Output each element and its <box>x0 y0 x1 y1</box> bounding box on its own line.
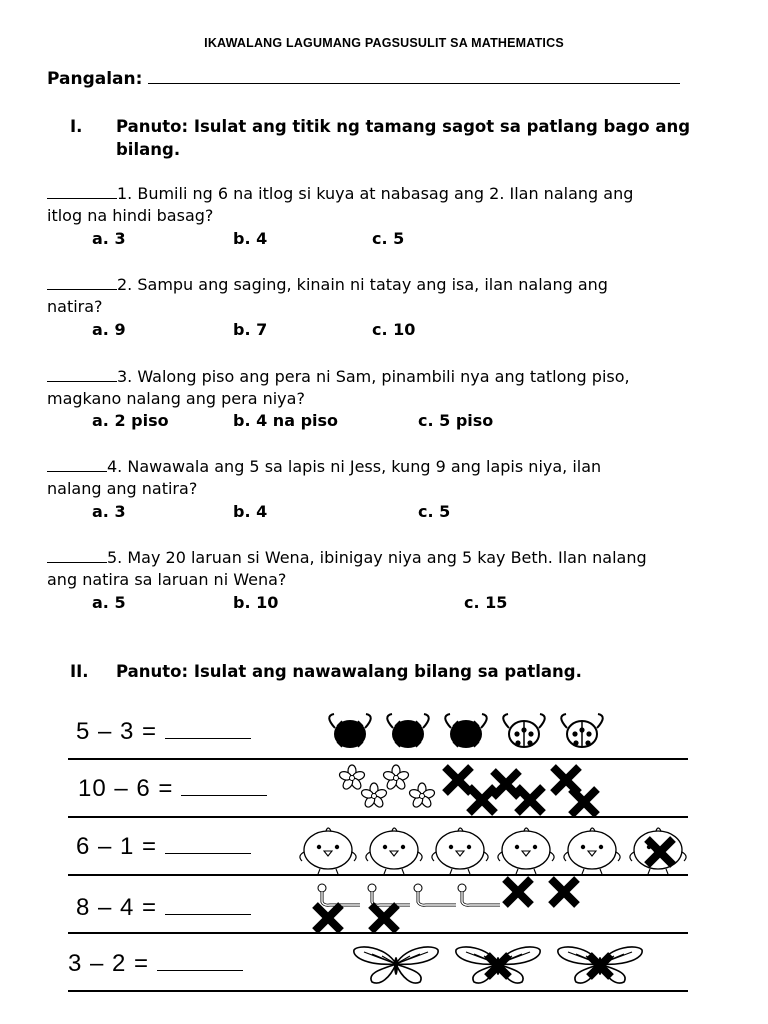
butterfly-picture-group <box>350 942 650 988</box>
part2-direction <box>70 660 710 684</box>
worm-icon <box>371 905 397 931</box>
flower-icon <box>338 765 365 791</box>
question-text: 3. Walong piso ang pera ni Sam, pinambili nya ang tatlong piso, <box>117 367 630 386</box>
choice-a: a. 3 <box>92 229 126 248</box>
equation-expression: 3 – 2 = <box>68 950 150 977</box>
question-4 <box>47 456 727 500</box>
question-3 <box>47 366 727 410</box>
worm-icon <box>315 905 341 931</box>
name-field <box>47 68 680 89</box>
row-divider <box>68 874 688 876</box>
part1-direction-text: Panuto: Isulat ang titik ng tamang sagot sa patlang bago ang bilang. <box>116 117 691 159</box>
question-text: natira? <box>47 297 103 316</box>
equation-5 <box>68 948 243 978</box>
equation-answer-blank[interactable] <box>165 716 251 739</box>
equation-4 <box>76 892 251 922</box>
chick-icon <box>564 828 620 874</box>
answer-blank-1[interactable] <box>47 183 117 199</box>
question-text: magkano nalang ang pera niya? <box>47 389 305 408</box>
choice-a: a. 9 <box>92 320 126 339</box>
row-divider <box>68 816 688 818</box>
choice-b: b. 4 na piso <box>233 411 339 430</box>
equation-expression: 8 – 4 = <box>76 894 158 921</box>
equation-expression: 10 – 6 = <box>78 775 174 802</box>
equation-3 <box>76 831 251 861</box>
worm-icon <box>318 884 360 905</box>
question-text: nalang ang natira? <box>47 479 198 498</box>
choice-b: b. 4 <box>233 229 268 248</box>
choice-a: a. 2 piso <box>92 411 169 430</box>
chick-icon <box>432 828 488 874</box>
question-2 <box>47 274 727 318</box>
part1-direction <box>70 115 710 163</box>
cross-mark-icon <box>517 787 543 813</box>
choice-a: a. 5 <box>92 593 126 612</box>
flower-icon <box>493 771 519 797</box>
flower-icon <box>469 787 495 813</box>
equation-answer-blank[interactable] <box>165 831 251 854</box>
part2-direction-text: Panuto: Isulat ang nawawalang bilang sa patlang. <box>116 662 582 681</box>
page-title: IKAWALANG LAGUMANG PAGSUSULIT SA MATHEMATICS <box>204 36 564 50</box>
chick-icon <box>300 828 356 874</box>
choice-c: c. 5 <box>372 229 405 248</box>
flower-icon <box>517 787 543 813</box>
worm-icon <box>458 884 500 905</box>
cross-mark-icon <box>493 771 519 797</box>
answer-blank-2[interactable] <box>47 274 117 290</box>
flower-icon <box>382 765 409 791</box>
row-divider <box>68 932 688 934</box>
answer-blank-4[interactable] <box>47 456 107 472</box>
name-blank[interactable] <box>148 68 680 84</box>
question-1 <box>47 183 727 227</box>
question-5 <box>47 547 727 591</box>
choice-c: c. 10 <box>372 320 416 339</box>
choice-b: b. 7 <box>233 320 268 339</box>
choice-c: c. 5 <box>418 502 451 521</box>
chick-icon <box>366 828 422 874</box>
worm-icon <box>368 884 410 905</box>
flower-icon <box>571 789 597 815</box>
worm-picture-group <box>308 878 598 932</box>
choice-a: a. 3 <box>92 502 126 521</box>
part1-number: I. <box>70 117 83 136</box>
row-divider <box>68 990 688 992</box>
question-text: itlog na hindi basag? <box>47 206 214 225</box>
answer-blank-5[interactable] <box>47 547 107 563</box>
choice-b: b. 4 <box>233 502 268 521</box>
ladybug-picture-group <box>330 708 630 756</box>
answer-blank-3[interactable] <box>47 366 117 382</box>
cross-mark-icon <box>371 905 397 931</box>
choice-c: c. 15 <box>464 593 508 612</box>
chick-icon <box>498 828 554 874</box>
equation-expression: 5 – 3 = <box>76 718 158 745</box>
equation-answer-blank[interactable] <box>157 948 243 971</box>
worm-icon <box>414 884 456 905</box>
question-text: 2. Sampu ang saging, kinain ni tatay ang isa, ilan nalang ang <box>117 275 608 294</box>
equation-answer-blank[interactable] <box>181 773 267 796</box>
cross-mark-icon <box>469 787 495 813</box>
ladybug-icon <box>503 714 545 747</box>
butterfly-icon <box>354 947 438 983</box>
choice-b: b. 10 <box>233 593 279 612</box>
question-text: 4. Nawawala ang 5 sa lapis ni Jess, kung 9 ang lapis niya, ilan <box>107 457 602 476</box>
equation-1 <box>76 716 251 746</box>
equation-answer-blank[interactable] <box>165 892 251 915</box>
flower-icon <box>360 783 387 809</box>
cross-mark-icon <box>505 879 531 905</box>
equation-expression: 6 – 1 = <box>76 833 158 860</box>
part2-number: II. <box>70 662 89 681</box>
question-text: ang natira sa laruan ni Wena? <box>47 570 287 589</box>
worm-icon <box>505 879 531 905</box>
cross-mark-icon <box>551 879 577 905</box>
cross-mark-icon <box>315 905 341 931</box>
name-label: Pangalan: <box>47 69 143 89</box>
flower-picture-group <box>330 762 620 814</box>
worm-icon <box>551 879 577 905</box>
flower-icon <box>408 783 435 809</box>
equation-2 <box>78 773 267 803</box>
question-text: 1. Bumili ng 6 na itlog si kuya at nabasag ang 2. Ilan nalang ang <box>117 184 634 203</box>
choice-c: c. 5 piso <box>418 411 494 430</box>
question-text: 5. May 20 laruan si Wena, ibinigay niya ang 5 kay Beth. Ilan nalang <box>107 548 647 567</box>
chick-picture-group <box>298 822 688 872</box>
row-divider <box>68 758 688 760</box>
ladybug-icon <box>561 714 603 747</box>
cross-mark-icon <box>571 789 597 815</box>
